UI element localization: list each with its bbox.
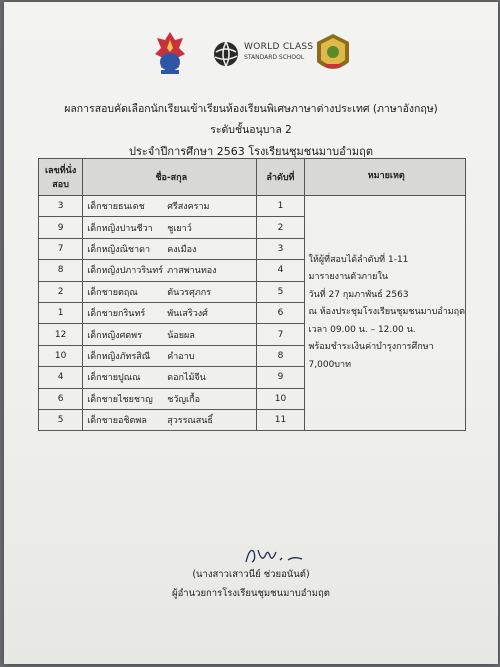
logo-subtitle: STANDARD SCHOOL bbox=[244, 54, 305, 61]
note-cell bbox=[304, 196, 465, 431]
rank-cell: 4 bbox=[257, 260, 304, 281]
name-cell bbox=[83, 238, 257, 259]
note-line: วันที่ 27 กุมภาพันธ์ 2563 bbox=[308, 289, 409, 300]
rank-cell: 2 bbox=[257, 217, 304, 238]
results-table bbox=[38, 158, 466, 431]
note-line: ให้ผู้ที่สอบได้ลำดับที่ 1-11 bbox=[308, 254, 409, 265]
first-name: เด็กหญิงณิชาดา bbox=[87, 244, 150, 255]
name-cell bbox=[83, 367, 257, 388]
rank-cell: 8 bbox=[257, 345, 304, 366]
document-title: ผลการสอบคัดเลือกนักเรียนเข้าเรียนห้องเรียนพิเศษภาษาต่างประเทศ (ภาษาอังกฤษ) bbox=[64, 103, 438, 115]
first-name: เด็กชายปูณณ bbox=[87, 373, 141, 384]
last-name: พันเสริวงศ์ bbox=[167, 309, 208, 320]
name-cell bbox=[83, 260, 257, 281]
header-note: หมายเหตุ bbox=[304, 159, 465, 196]
rank-cell: 5 bbox=[257, 281, 304, 302]
last-name: ชวัญเกื้อ bbox=[167, 394, 200, 405]
exam-no-cell: 8 bbox=[39, 260, 83, 281]
exam-no-cell: 4 bbox=[39, 367, 83, 388]
signature-mark bbox=[240, 542, 310, 568]
note-line: พร้อมชำระเงินค่าบำรุงการศึกษา bbox=[308, 342, 434, 353]
last-name: สุวรรณสนธิ์ bbox=[167, 416, 213, 427]
name-cell bbox=[83, 196, 257, 217]
last-name: ภาสพานทอง bbox=[167, 266, 217, 277]
exam-no-cell: 1 bbox=[39, 302, 83, 323]
exam-no-cell: 6 bbox=[39, 388, 83, 409]
world-class-logo bbox=[212, 40, 328, 70]
logo-row bbox=[4, 30, 498, 80]
last-name: คำอาบ bbox=[167, 351, 195, 362]
exam-no-cell: 7 bbox=[39, 238, 83, 259]
exam-no-cell: 12 bbox=[39, 324, 83, 345]
last-name: ศรีสงคราม bbox=[167, 202, 210, 213]
note-line: ณ ห้องประชุมโรงเรียนชุมชนมาบอำมฤต bbox=[308, 307, 465, 318]
last-name: ตันวรศุภกร bbox=[167, 287, 212, 298]
last-name: ดอกไม้จีน bbox=[167, 373, 206, 384]
rank-cell: 9 bbox=[257, 367, 304, 388]
first-name: เด็กหญิงภัทรสิณี bbox=[87, 351, 151, 362]
signatory-position: ผู้อำนวยการโรงเรียนชุมชนมาบอำมฤต bbox=[172, 588, 330, 599]
header-name: ชื่อ-สกุล bbox=[83, 159, 257, 196]
first-name: เด็กหญิงปานชีวา bbox=[87, 223, 153, 234]
school-crest-icon bbox=[151, 30, 189, 78]
note-line: มารายงานตัวภายใน bbox=[308, 272, 388, 283]
header-rank: ลำดับที่ bbox=[257, 159, 304, 196]
table-row bbox=[39, 196, 466, 217]
note-line: 7,000บาท bbox=[308, 359, 351, 370]
rank-cell: 11 bbox=[257, 409, 304, 430]
first-name: เด็กชายธนเดช bbox=[87, 202, 145, 213]
logo-title: WORLD CLASS bbox=[244, 42, 314, 52]
exam-no-cell: 3 bbox=[39, 196, 83, 217]
signatory-name: (นางสาวเสาวนีย์ ช่วยอนันต์) bbox=[192, 569, 310, 580]
note-line: เวลา 09.00 น. – 12.00 น. bbox=[308, 324, 416, 335]
name-cell bbox=[83, 324, 257, 345]
first-name: เด็กชายอชิตพล bbox=[87, 416, 147, 427]
rank-cell: 3 bbox=[257, 238, 304, 259]
table-header-row bbox=[39, 159, 466, 196]
last-name: คงเมือง bbox=[167, 244, 197, 255]
first-name: เด็กชายกรินทร์ bbox=[87, 309, 146, 320]
first-name: เด็กชายตฤณ bbox=[87, 287, 138, 298]
name-cell bbox=[83, 409, 257, 430]
rank-cell: 7 bbox=[257, 324, 304, 345]
obec-emblem-icon bbox=[313, 32, 353, 76]
globe-icon bbox=[212, 40, 240, 68]
first-name: เด็กหญิงปภาวรินทร์ bbox=[87, 266, 164, 277]
exam-no-cell: 9 bbox=[39, 217, 83, 238]
rank-cell: 6 bbox=[257, 302, 304, 323]
exam-no-cell: 5 bbox=[39, 409, 83, 430]
document-level: ระดับชั้นอนุบาล 2 bbox=[210, 124, 292, 136]
exam-no-cell: 10 bbox=[39, 345, 83, 366]
last-name: น้อยผล bbox=[167, 330, 195, 341]
header-exam-no: เลขที่นั่งสอบ bbox=[39, 159, 83, 196]
name-cell bbox=[83, 217, 257, 238]
name-cell bbox=[83, 302, 257, 323]
first-name: เด็กชายไชยชาญ bbox=[87, 394, 153, 405]
name-cell bbox=[83, 345, 257, 366]
first-name: เด็กหญิงศตพร bbox=[87, 330, 142, 341]
rank-cell: 1 bbox=[257, 196, 304, 217]
last-name: ชูเยาว์ bbox=[167, 223, 192, 234]
rank-cell: 10 bbox=[257, 388, 304, 409]
document-year: ประจำปีการศึกษา 2563 โรงเรียนชุมชนมาบอำมฤต bbox=[129, 145, 373, 158]
exam-no-cell: 2 bbox=[39, 281, 83, 302]
name-cell bbox=[83, 281, 257, 302]
name-cell bbox=[83, 388, 257, 409]
document-page bbox=[4, 2, 498, 664]
